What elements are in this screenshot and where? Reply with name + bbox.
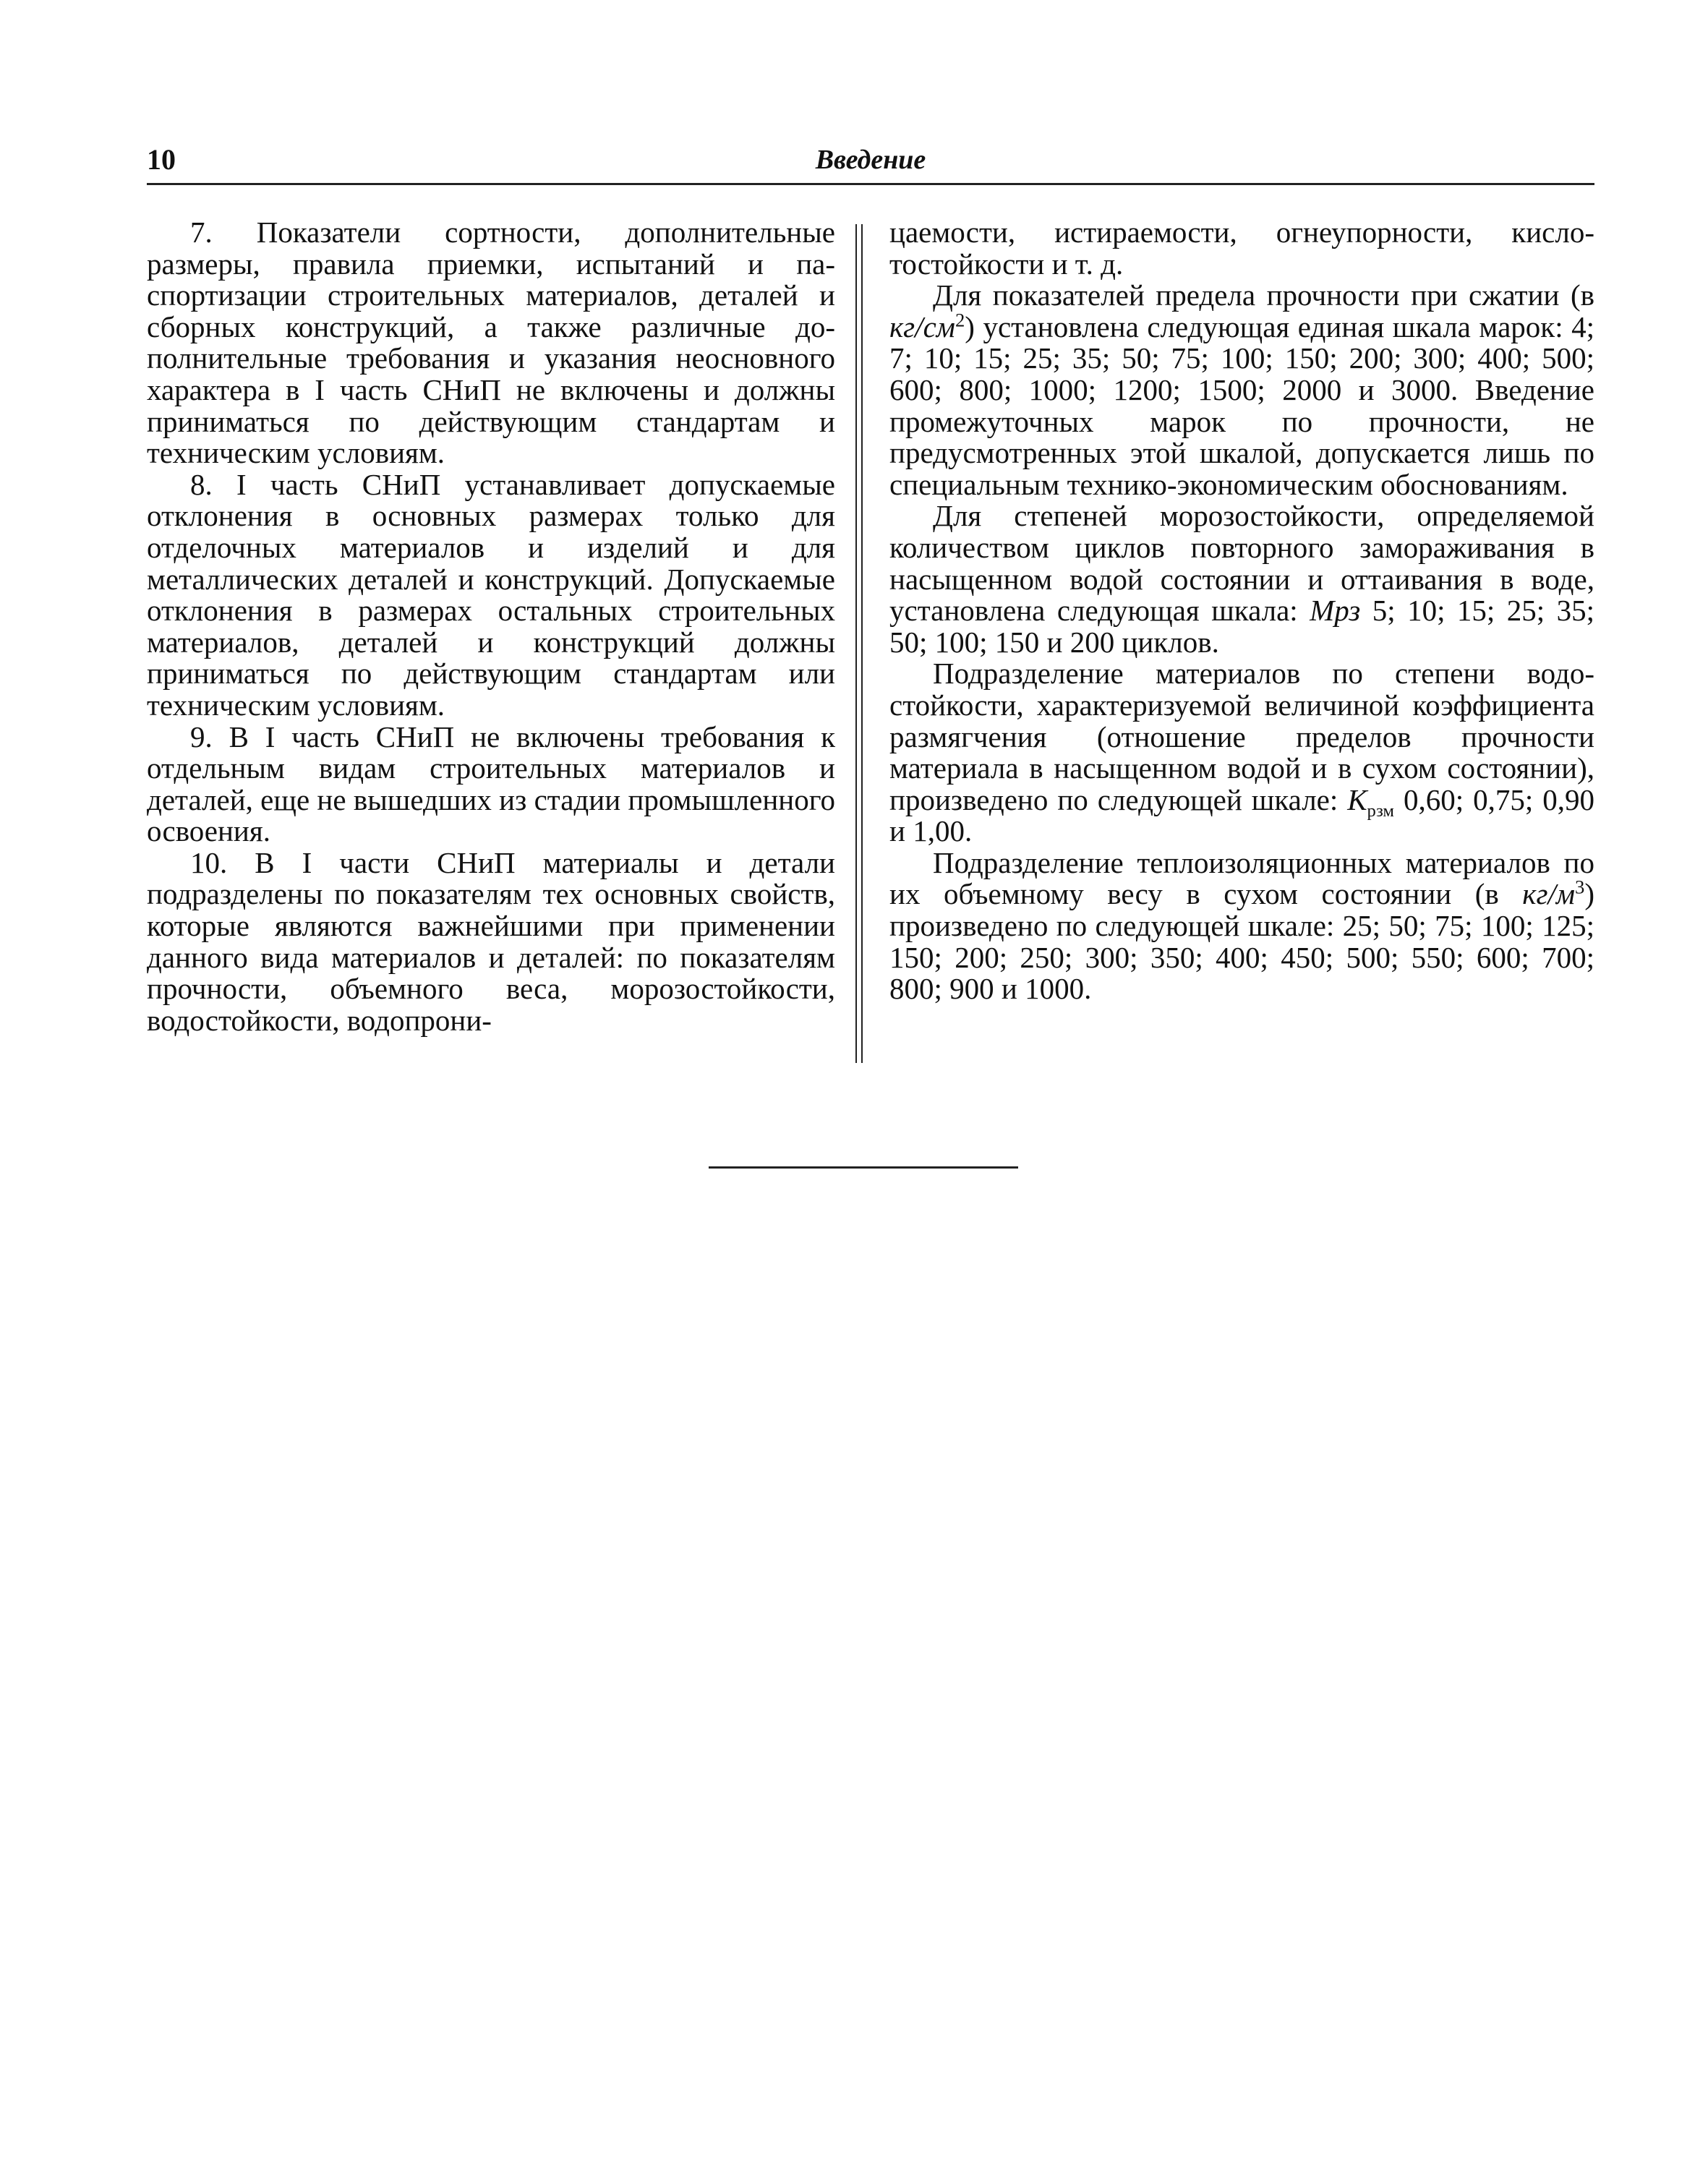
paragraph-water-scale bbox=[889, 658, 1594, 847]
frost-text-start: Для степеней морозостойкости, определяемой количеством циклов повторного замораживания в насыщенном водой состоянии и оттаивания в воде, установлена следующая шкала: bbox=[889, 499, 1594, 628]
paragraph-frost-scale bbox=[889, 500, 1594, 658]
strength-text-end: ) установлена следующая единая шкала марок: 4; 7; 10; 15; 25; 35; 50; 75; 100; 150; 200; 300; 400; 500; 600; 800; 1000; 1200; 1500; 2000 и 3000. Введение промежуточных марок по прочности, не предусмотренных этой шкалой, допускается лишь по специальным технико-экономическим обоснованиям. bbox=[889, 309, 1594, 501]
strength-text-start: Для показателей предела прочности при сжатии (в bbox=[933, 278, 1594, 312]
insulation-text-start: Подразделение теплоизоляционных материалов по их объемному весу в сухом состоянии (в bbox=[889, 845, 1594, 911]
paragraph-7: 7. Показатели сортности, дополнительные размеры, правила приемки, испытаний и паспортизации строительных материалов, деталей и сборных конструкций, а также различные дополнительные требования и указания неосновного характера в I часть СНиП не включены и должны приниматься по действующим стандартам и техническим условиям. bbox=[147, 215, 835, 470]
water-symbol: К bbox=[1347, 782, 1367, 816]
water-symbol-subscript: рзм bbox=[1367, 800, 1394, 821]
page-number: 10 bbox=[147, 143, 176, 176]
insulation-unit-exponent: 3 bbox=[1575, 876, 1585, 898]
column-divider-left bbox=[855, 224, 857, 1063]
running-title: Введение bbox=[815, 145, 926, 175]
frost-text-end: 5; 10; 15; 25; 35; 50; 100; 150 и 200 циклов. bbox=[889, 594, 1594, 659]
paragraph-strength-scale bbox=[889, 280, 1594, 500]
left-column bbox=[147, 217, 835, 1036]
header-rule bbox=[147, 183, 1594, 185]
insulation-text-end: ) произведено по следующей шкале: 25; 50; 75; 100; 125; 150; 200; 250; 300; 350; 400; 450; 500; 550; 600; 700; 800; 900 и 1000. bbox=[889, 877, 1594, 1006]
water-text-end: 0,60; 0,75; 0,90 и 1,00. bbox=[889, 782, 1594, 848]
paragraph-9: 9. В I часть СНиП не включены требования к отдельным видам строительных материалов и деталей, еще не вышедших из стадии промышленного освоения. bbox=[147, 719, 835, 848]
paragraph-10-continued: цаемости, истираемости, огнеупорности, кислотостойкости и т. д. bbox=[889, 215, 1594, 281]
paragraph-insulation-scale bbox=[889, 847, 1594, 1005]
paragraph-10: 10. В I части СНиП материалы и детали подразделены по показателям тех основных свойств, которые являются важнейшими при применении данного вида материалов и деталей: по показателям прочности, объемного веса, морозостойкости, водостойкости, водопрони- bbox=[147, 845, 835, 1037]
page-header bbox=[147, 142, 1594, 185]
paragraph-8: 8. I часть СНиП устанавливает допускаемые отклонения в основных размерах только для отделочных материалов и изделий и для металлических деталей и конструкций. Допускаемые отклонения в размерах остальных строительных материалов, деталей и конструкций должны приниматься по действующим стандартам или техническим условиям. bbox=[147, 467, 835, 722]
section-end-rule bbox=[709, 1166, 1018, 1169]
strength-unit-exponent: 2 bbox=[955, 309, 965, 331]
water-text-start: Подразделение материалов по степени водостойкости, характеризуемой величиной коэффициента размягчения (отношение пределов прочности материала в насыщенном водой и в сухом состоянии), произведено по следующей шкале: bbox=[889, 657, 1594, 816]
column-divider-right bbox=[861, 224, 863, 1063]
frost-symbol: Мрз bbox=[1310, 594, 1361, 628]
insulation-unit: кг/м bbox=[1522, 877, 1576, 911]
strength-unit: кг/см bbox=[889, 309, 955, 343]
right-column bbox=[889, 217, 1594, 1005]
